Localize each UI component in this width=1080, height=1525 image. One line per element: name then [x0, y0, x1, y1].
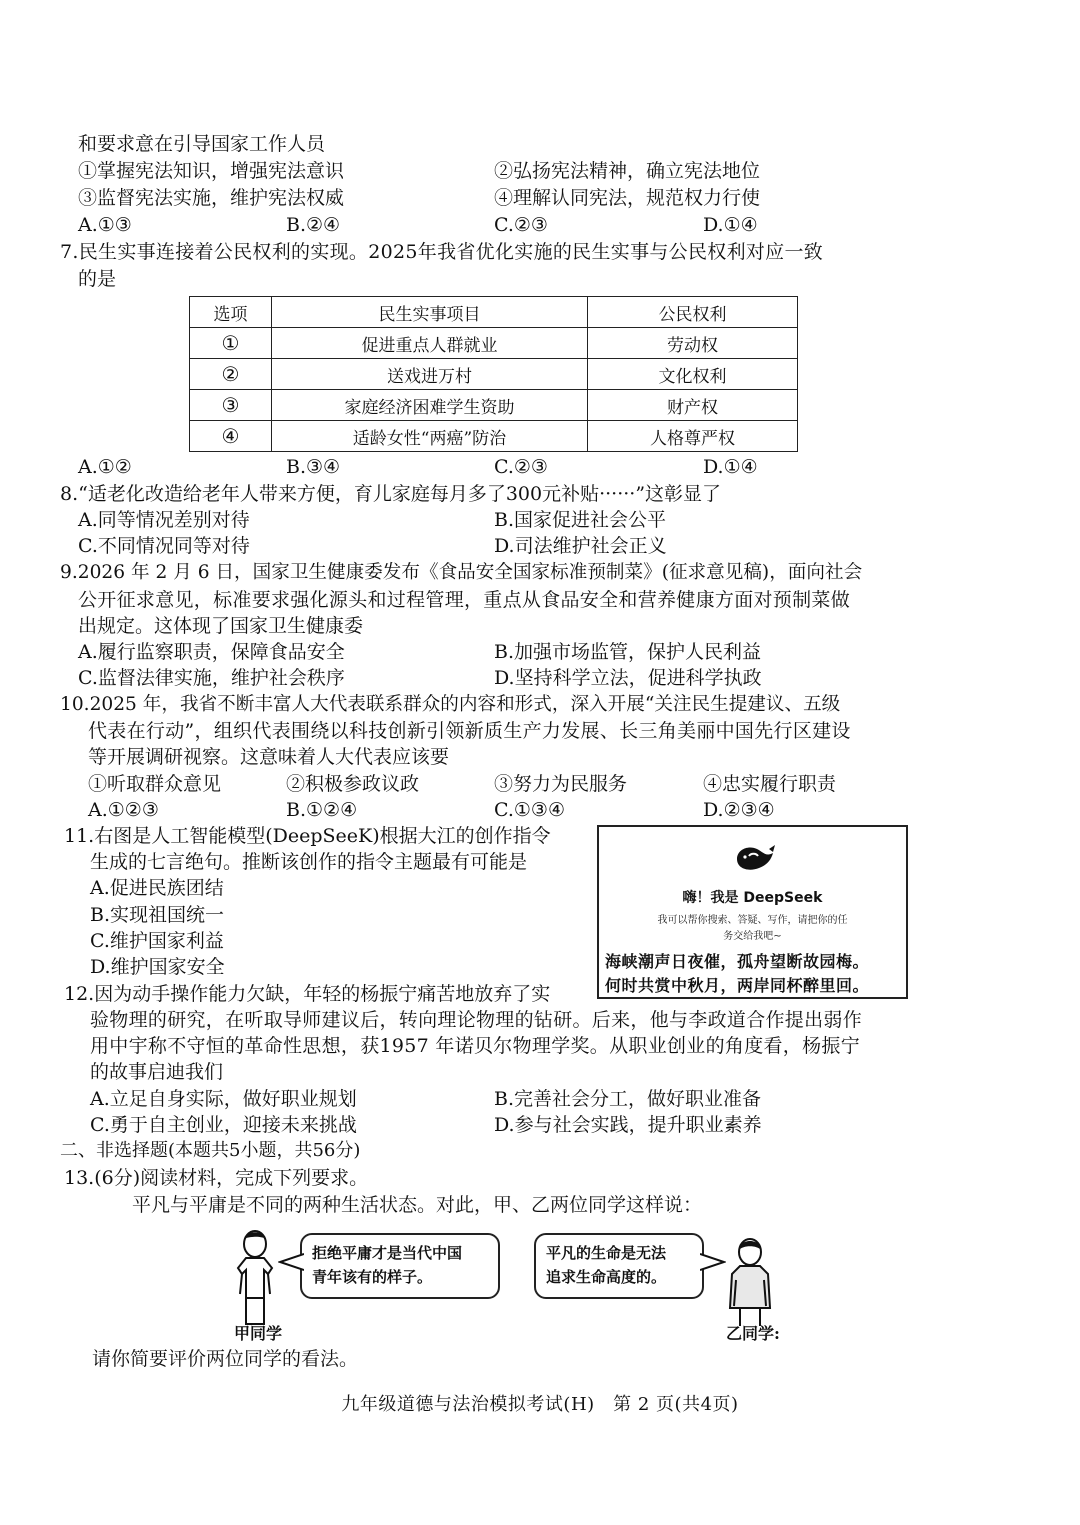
q10-stem-line2: 代表在行动”，组织代表围绕以科技创新引领新质生产力发展、长三角美丽中国先行区建设: [88, 720, 851, 742]
q12-stem-line1: 12.因为动手操作能力欠缺，年轻的杨振宁痛苦地放弃了实: [64, 983, 551, 1005]
q9-stem-line1: 9.2026 年 2 月 6 日，国家卫生健康委发布《食品安全国家标准预制菜》(征求意见稿)，面向社会: [60, 562, 863, 583]
student-a-label: 甲同学: [234, 1324, 283, 1343]
q11-stem-line1: 11.右图是人工智能模型(DeepSeeK)根据大江的创作指令: [64, 825, 551, 847]
q7-stem-line2: 的是: [78, 268, 117, 290]
q8-stem: 8.“适老化改造给老年人带来方便，育儿家庭每月多了300元补贴······”这彰显了: [60, 483, 722, 505]
deepseek-subtitle-line1: 我可以帮你搜索、答疑、写作，请把你的任: [657, 915, 848, 926]
q10-statement-2: ②积极参政议政: [286, 773, 420, 795]
q8-option-c: C.不同情况同等对待: [78, 535, 250, 557]
bubble-b-line1: 平凡的生命是无法: [546, 1244, 667, 1262]
table-cell: 送戏进万村: [272, 359, 588, 390]
table-cell: ①: [190, 328, 272, 359]
q11-option-d: D.维护国家安全: [90, 956, 225, 978]
q10-option-b: B.①②④: [286, 799, 358, 821]
q12-option-c: C.勇于自主创业，迎接未来挑战: [90, 1114, 357, 1136]
poem-line1: 海峡潮声日夜催，孤舟望断故园梅。: [605, 952, 870, 971]
speech-bubble-a: [300, 1233, 500, 1299]
table-cell: 人格尊严权: [588, 421, 798, 452]
table-row: [190, 390, 798, 421]
deepseek-greeting: 嗨！我是 DeepSeek: [682, 890, 823, 906]
table-header-row: [190, 297, 798, 328]
q10-stem-line3: 等开展调研视察。这意味着人大代表应该要: [88, 746, 450, 768]
q7-option-a: A.①②: [78, 456, 132, 478]
table-row: [190, 359, 798, 390]
q6-statement-2: ②弘扬宪法精神，确立宪法地位: [494, 160, 761, 182]
table-cell: 家庭经济困难学生资助: [272, 390, 588, 421]
q12-option-d: D.参与社会实践，提升职业素养: [494, 1114, 762, 1136]
q6-statement-1: ①掌握宪法知识，增强宪法意识: [78, 160, 345, 182]
table-cell: 文化权利: [588, 359, 798, 390]
table-cell: 劳动权: [588, 328, 798, 359]
q9-stem-line2: 公开征求意见，标准要求强化源头和过程管理，重点从食品安全和营养健康方面对预制菜做: [78, 589, 851, 611]
q9-stem-line3: 出规定。这体现了国家卫生健康委: [78, 615, 364, 637]
table-cell: 促进重点人群就业: [272, 328, 588, 359]
q13-ask: 请你简要评价两位同学的看法。: [92, 1348, 359, 1370]
bubble-a-line1: 拒绝平庸才是当代中国: [312, 1244, 463, 1262]
q8-option-a: A.同等情况差别对待: [78, 509, 250, 531]
table-cell: ④: [190, 421, 272, 452]
q11-option-b: B.实现祖国统一: [90, 904, 225, 926]
q12-option-a: A.立足自身实际，做好职业规划: [90, 1088, 357, 1110]
deepseek-subtitle-line2: 务交给我吧~: [723, 931, 782, 942]
table-row: [190, 421, 798, 452]
q13-stem: 13.(6分)阅读材料，完成下列要求。: [64, 1167, 369, 1189]
q13-intro: 平凡与平庸是不同的两种生活状态。对此，甲、乙两位同学这样说：: [132, 1194, 703, 1216]
q12-stem-line2: 验物理的研究，在听取导师建议后，转向理论物理的钻研。后来，他与李政道合作提出弱作: [90, 1009, 863, 1031]
q8-option-b: B.国家促进社会公平: [494, 509, 667, 531]
bubble-a-line2: 青年该有的样子。: [312, 1268, 433, 1286]
table-header-cell: 民生实事项目: [272, 297, 588, 328]
q12-stem-line4: 的故事启迪我们: [90, 1061, 224, 1083]
table-header-cell: 公民权利: [588, 297, 798, 328]
q10-option-c: C.①③④: [494, 799, 565, 821]
q10-statement-4: ④忠实履行职责: [703, 773, 837, 795]
deepseek-subtitle: [613, 913, 892, 945]
student-b-label: 乙同学:: [726, 1324, 780, 1343]
student-a-figure-icon: [226, 1228, 284, 1328]
student-b-figure-icon: [720, 1236, 780, 1328]
q9-option-a: A.履行监察职责，保障食品安全: [78, 641, 345, 663]
bubble-a-tail: [278, 1252, 304, 1272]
speech-bubble-b: [534, 1233, 704, 1299]
section-heading: 二、非选择题(本题共5小题，共56分): [60, 1140, 361, 1161]
q10-option-a: A.①②③: [88, 799, 159, 821]
bubble-b-line2: 追求生命高度的。: [546, 1268, 667, 1286]
table-header-cell: 选项: [190, 297, 272, 328]
q10-statement-3: ③努力为民服务: [494, 773, 628, 795]
q9-option-d: D.坚持科学立法，促进科学执政: [494, 667, 762, 689]
table-cell: ②: [190, 359, 272, 390]
q10-statement-1: ①听取群众意见: [88, 773, 222, 795]
q6-statement-4: ④理解认同宪法，规范权力行使: [494, 187, 761, 209]
q7-stem-line1: 7.民生实事连接着公民权利的实现。2025年我省优化实施的民生实事与公民权利对应一致: [60, 241, 824, 263]
q7-option-d: D.①④: [703, 456, 758, 478]
q11-stem-line2: 生成的七言绝句。推断该创作的指令主题最有可能是: [90, 851, 528, 873]
q6-lead: 和要求意在引导国家工作人员: [78, 133, 326, 155]
q12-option-b: B.完善社会分工，做好职业准备: [494, 1088, 762, 1110]
q6-option-c: C.②③: [494, 214, 548, 236]
deepseek-screenshot: [597, 825, 908, 999]
q6-option-a: A.①③: [78, 214, 132, 236]
table-cell: 财产权: [588, 390, 798, 421]
q10-option-d: D.②③④: [703, 799, 775, 821]
q12-stem-line3: 用中宇称不守恒的革命性思想，获1957 年诺贝尔物理学奖。从职业创业的角度看，杨振宁: [90, 1035, 860, 1057]
q9-option-c: C.监督法律实施，维护社会秩序: [78, 667, 345, 689]
table-cell: 适龄女性“两癌”防治: [272, 421, 588, 452]
q7-option-c: C.②③: [494, 456, 548, 478]
page-footer: 九年级道德与法治模拟考试(H) 第 2 页(共4页): [341, 1394, 739, 1415]
q6-statement-3: ③监督宪法实施，维护宪法权威: [78, 187, 345, 209]
q7-table: [189, 296, 798, 452]
q11-option-a: A.促进民族团结: [90, 877, 224, 899]
table-row: [190, 328, 798, 359]
q6-option-b: B.②④: [286, 214, 341, 236]
q7-option-b: B.③④: [286, 456, 341, 478]
table-cell: ③: [190, 390, 272, 421]
q8-option-d: D.司法维护社会正义: [494, 535, 667, 557]
whale-logo-icon: [733, 843, 777, 873]
q11-option-c: C.维护国家利益: [90, 930, 224, 952]
q6-option-d: D.①④: [703, 214, 758, 236]
q10-stem-line1: 10.2025 年，我省不断丰富人大代表联系群众的内容和形式，深入开展“关注民生提建议、五级: [60, 694, 841, 715]
poem-line2: 何时共赏中秋月，两岸同杯醉里回。: [605, 976, 870, 995]
q9-option-b: B.加强市场监管，保护人民利益: [494, 641, 762, 663]
